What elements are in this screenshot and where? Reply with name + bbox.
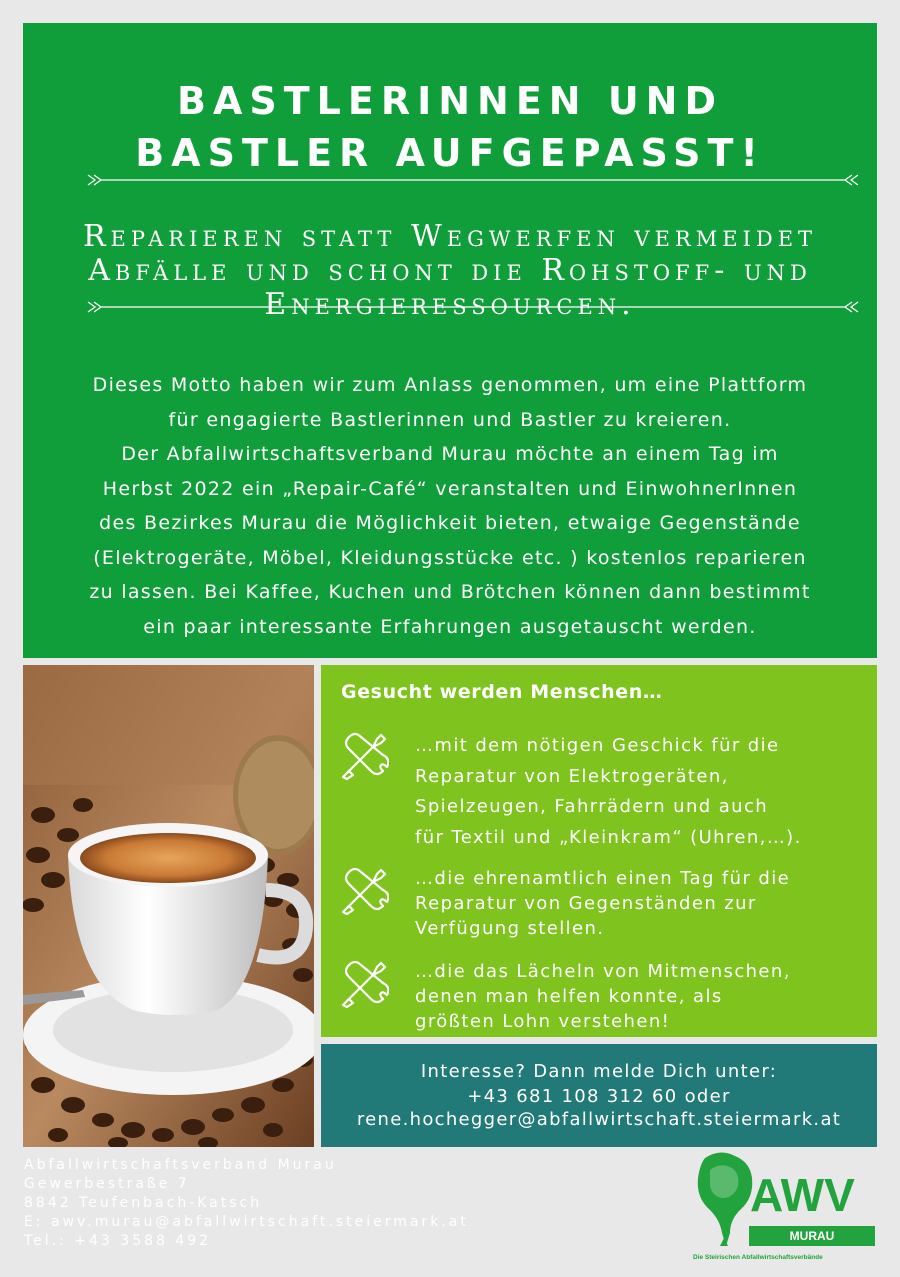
motto-line: Energieressourcen. bbox=[264, 287, 636, 322]
motto-line: Reparieren statt Wegwerfen vermeidet bbox=[82, 219, 818, 254]
seeking-line: Verfügung stellen. bbox=[415, 918, 605, 939]
logo-tagline: Die Steirischen Abfallwirtschaftsverbände bbox=[693, 1254, 823, 1261]
seeking-text bbox=[415, 866, 790, 941]
headline bbox=[23, 75, 877, 179]
logo-wordmark: AWV bbox=[750, 1169, 855, 1221]
intro-text bbox=[63, 368, 837, 644]
sender-address bbox=[24, 1156, 469, 1251]
hero-panel bbox=[23, 23, 877, 658]
intro-line: Der Abfallwirtschaftsverband Murau möchte an einem Tag im bbox=[121, 443, 779, 465]
headline-line: BASTLERINNEN UND bbox=[176, 79, 724, 123]
contact-phone[interactable]: +43 681 108 312 60 oder bbox=[467, 1086, 731, 1107]
motto-line: Abfälle und schont die Rohstoff- und bbox=[88, 253, 812, 288]
seeking-panel bbox=[321, 665, 877, 1037]
address-email[interactable]: E: awv.murau@abfallwirtschaft.steiermark.at bbox=[24, 1214, 469, 1230]
seeking-text bbox=[415, 959, 791, 1034]
intro-line: zu lassen. Bei Kaffee, Kuchen und Brötchen können dann bestimmt bbox=[89, 581, 811, 603]
seeking-line: …die das Lächeln von Mitmenschen, bbox=[415, 961, 791, 982]
address-line: Gewerbestraße 7 bbox=[24, 1176, 190, 1192]
ornament-divider-bottom bbox=[86, 300, 860, 314]
intro-line: für engagierte Bastlerinnen und Bastler zu kreieren. bbox=[168, 408, 732, 431]
tools-icon bbox=[339, 959, 389, 1009]
seeking-line: denen man helfen konnte, als bbox=[415, 986, 723, 1007]
seeking-line: …mit dem nötigen Geschick für die bbox=[415, 735, 780, 756]
headline-line: BASTLER AUFGEPASST! bbox=[135, 131, 765, 175]
awv-logo bbox=[690, 1148, 882, 1266]
seeking-line: Spielzeugen, Fahrrädern und auch bbox=[415, 796, 769, 817]
intro-line: Herbst 2022 ein „Repair-Café“ veranstalten und EinwohnerInnen bbox=[102, 477, 798, 500]
logo-region: MURAU bbox=[749, 1226, 875, 1246]
seeking-line: Reparatur von Gegenständen zur bbox=[415, 893, 757, 914]
intro-line: (Elektrogeräte, Möbel, Kleidungsstücke etc. ) kostenlos reparieren bbox=[93, 546, 807, 569]
seeking-title: Gesucht werden Menschen… bbox=[341, 681, 663, 703]
intro-line: des Bezirkes Murau die Möglichkeit bieten, etwaige Gegenstände bbox=[99, 512, 801, 534]
seeking-line: größten Lohn verstehen! bbox=[415, 1011, 671, 1032]
tools-icon bbox=[339, 866, 389, 916]
seeking-line: Reparatur von Elektrogeräten, bbox=[415, 765, 729, 787]
contact-prompt: Interesse? Dann melde Dich unter: bbox=[420, 1061, 778, 1082]
tools-icon bbox=[339, 731, 389, 781]
intro-line: Dieses Motto haben wir zum Anlass genommen, um eine Plattform bbox=[92, 374, 808, 396]
address-phone: Tel.: +43 3588 492 bbox=[24, 1233, 212, 1249]
contact-email[interactable]: rene.hochegger@abfallwirtschaft.steiermark.at bbox=[356, 1109, 842, 1130]
contact-panel bbox=[321, 1044, 877, 1147]
ornament-divider-top bbox=[86, 173, 860, 187]
seeking-line: für Textil und „Kleinkram“ (Uhren,…). bbox=[415, 826, 802, 848]
seeking-line: …die ehrenamtlich einen Tag für die bbox=[415, 868, 791, 889]
address-line: 8842 Teufenbach-Katsch bbox=[24, 1195, 263, 1211]
intro-line: ein paar interessante Erfahrungen ausgetauscht werden. bbox=[143, 615, 757, 638]
seeking-text bbox=[415, 731, 802, 853]
address-line: Abfallwirtschaftsverband Murau bbox=[24, 1157, 337, 1173]
coffee-photo bbox=[23, 665, 314, 1147]
